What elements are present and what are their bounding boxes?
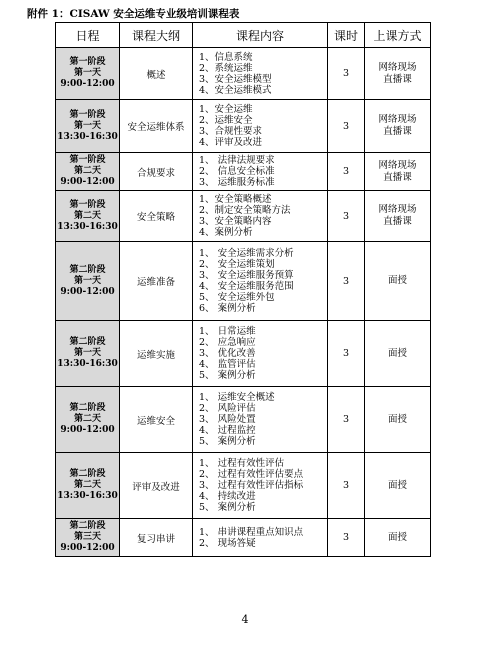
content-cell [193, 48, 328, 100]
content-cell [193, 519, 328, 557]
table-row [56, 48, 431, 100]
content-item: 1、 安全运维需求分析 [199, 248, 294, 259]
hours-cell: 3 [328, 321, 365, 387]
mode-cell [365, 191, 431, 242]
schedule-line: 第二阶段 [69, 403, 106, 413]
content-item: 2、运维安全 [199, 115, 253, 126]
content-item: 4、案例分析 [199, 227, 253, 238]
schedule-line: 13:30-16:30 [57, 359, 118, 369]
schedule-line: 第二阶段 [69, 337, 106, 347]
schedule-cell [56, 387, 120, 453]
mode-cell [365, 153, 431, 191]
content-item: 1、 过程有效性评估 [199, 458, 285, 469]
content-item: 4、评审及改进 [199, 137, 263, 148]
mode-line: 直播课 [383, 126, 412, 137]
hours-cell: 3 [328, 387, 365, 453]
mode-line: 面授 [387, 531, 407, 543]
outline-cell: 评审及改进 [120, 453, 193, 519]
schedule-line: 9:00-12:00 [60, 543, 115, 553]
content-cell [193, 453, 328, 519]
mode-cell [365, 519, 431, 557]
mode-line: 直播课 [383, 216, 412, 227]
content-item: 5、 案例分析 [199, 436, 256, 447]
header-hours: 课时 [328, 23, 365, 48]
content-item: 1、 运维安全概述 [199, 392, 275, 403]
content-item: 3、 安全运维服务预算 [199, 270, 294, 281]
mode-line: 网络现场 [378, 114, 417, 125]
schedule-cell [56, 191, 120, 242]
schedule-line: 第一阶段 [69, 199, 106, 210]
content-cell [193, 242, 328, 321]
header-content: 课程内容 [193, 23, 328, 48]
schedule-cell [56, 519, 120, 557]
content-item: 1、安全策略概述 [199, 194, 272, 205]
table-row [56, 519, 431, 557]
mode-line: 网络现场 [378, 204, 417, 215]
mode-cell [365, 100, 431, 153]
schedule-line: 第二天 [73, 166, 101, 176]
schedule-line: 第三天 [73, 532, 101, 542]
content-item: 4、 安全运维服务范围 [199, 281, 294, 292]
table-row [56, 242, 431, 321]
content-item: 2、 过程有效性评估要点 [199, 469, 304, 480]
schedule-line: 第二阶段 [69, 264, 106, 275]
outline-cell: 合规要求 [120, 153, 193, 191]
hours-cell: 3 [328, 191, 365, 242]
schedule-line: 第二天 [73, 480, 101, 490]
schedule-line: 13:30-16:30 [57, 131, 118, 142]
schedule-line: 9:00-12:00 [60, 79, 115, 89]
content-item: 3、合规性要求 [199, 126, 263, 137]
content-item: 3、 优化改善 [199, 348, 256, 359]
schedule-line: 第二阶段 [69, 521, 106, 531]
mode-cell [365, 321, 431, 387]
content-item: 1、安全运维 [199, 104, 253, 115]
table-row [56, 387, 431, 453]
content-cell [193, 321, 328, 387]
schedule-cell [56, 100, 120, 153]
mode-cell [365, 48, 431, 100]
content-item: 2、 现场答疑 [199, 537, 256, 549]
header-mode: 上课方式 [365, 23, 431, 48]
header-schedule: 日程 [56, 23, 120, 48]
hours-cell: 3 [328, 48, 365, 100]
mode-line: 面授 [387, 413, 407, 425]
schedule-line: 第二天 [73, 414, 101, 424]
content-item: 2、系统运维 [199, 62, 253, 74]
mode-line: 直播课 [383, 73, 412, 85]
schedule-line: 第一天 [73, 348, 101, 358]
content-item: 3、安全策略内容 [199, 216, 272, 227]
table-row [56, 321, 431, 387]
schedule-line: 9:00-12:00 [60, 425, 115, 435]
content-item: 4、 监管评估 [199, 359, 256, 370]
hours-cell: 3 [328, 519, 365, 557]
content-item: 3、 过程有效性评估指标 [199, 480, 304, 491]
schedule-line: 9:00-12:00 [60, 177, 115, 187]
content-item: 6、 案例分析 [199, 303, 256, 314]
hours-cell: 3 [328, 153, 365, 191]
content-item: 5、 安全运维外包 [199, 292, 275, 303]
content-item: 2、 安全运维策划 [199, 259, 275, 270]
content-item: 3、 运维服务标准 [199, 177, 275, 188]
content-item: 4、安全运维模式 [199, 84, 272, 96]
content-item: 2、 应急响应 [199, 337, 256, 348]
schedule-line: 第二阶段 [69, 469, 106, 479]
content-item: 1、信息系统 [199, 51, 253, 63]
outline-cell: 运维准备 [120, 242, 193, 321]
table-row [56, 153, 431, 191]
hours-cell: 3 [328, 453, 365, 519]
content-item: 5、 案例分析 [199, 370, 256, 381]
content-cell [193, 153, 328, 191]
content-item: 1、 串讲课程重点知识点 [199, 526, 304, 538]
outline-cell: 安全策略 [120, 191, 193, 242]
header-outline: 课程大纲 [120, 23, 193, 48]
mode-line: 网络现场 [378, 61, 417, 73]
content-cell [193, 387, 328, 453]
hours-cell: 3 [328, 242, 365, 321]
outline-cell: 复习串讲 [120, 519, 193, 557]
schedule-cell [56, 242, 120, 321]
content-item: 4、 过程监控 [199, 425, 256, 436]
schedule-line: 13:30-16:30 [57, 491, 118, 501]
content-item: 2、 信息安全标准 [199, 166, 275, 177]
content-item: 2、 风险评估 [199, 403, 256, 414]
schedule-line: 第一阶段 [69, 109, 106, 120]
content-item: 1、 法律法规要求 [199, 155, 275, 166]
header-row [56, 23, 431, 48]
mode-line: 网络现场 [378, 159, 417, 171]
schedule-line: 第二天 [73, 210, 101, 221]
outline-cell: 运维安全 [120, 387, 193, 453]
mode-line: 面授 [387, 275, 407, 286]
page-number: 4 [241, 613, 249, 626]
content-cell [193, 191, 328, 242]
table-row [56, 100, 431, 153]
mode-cell [365, 387, 431, 453]
content-cell [193, 100, 328, 153]
outline-cell: 概述 [120, 48, 193, 100]
outline-cell: 运维实施 [120, 321, 193, 387]
content-item: 1、 日常运维 [199, 326, 256, 337]
schedule-cell [56, 48, 120, 100]
content-item: 3、 风险处置 [199, 414, 256, 425]
schedule-line: 13:30-16:30 [57, 221, 118, 232]
content-item: 5、 案例分析 [199, 502, 256, 513]
outline-cell: 安全运维体系 [120, 100, 193, 153]
schedule-line: 9:00-12:00 [60, 286, 115, 297]
mode-cell [365, 242, 431, 321]
mode-line: 面授 [387, 347, 407, 359]
schedule-line: 第一天 [73, 275, 101, 286]
mode-line: 面授 [387, 479, 407, 491]
content-item: 3、安全运维模型 [199, 73, 272, 85]
schedule-line: 第一阶段 [69, 57, 106, 67]
table-row [56, 191, 431, 242]
document-title: 附件 1：CISAW 安全运维专业级培训课程表 [27, 8, 240, 20]
content-item: 4、 持续改进 [199, 491, 256, 502]
schedule-cell [56, 321, 120, 387]
hours-cell: 3 [328, 100, 365, 153]
schedule-cell [56, 153, 120, 191]
schedule-cell [56, 453, 120, 519]
schedule-line: 第一阶段 [69, 155, 106, 165]
table-row [56, 453, 431, 519]
mode-line: 直播课 [383, 171, 412, 183]
content-item: 2、制定安全策略方法 [199, 205, 291, 216]
mode-cell [365, 453, 431, 519]
course-schedule-table [55, 22, 431, 557]
schedule-line: 第一天 [73, 120, 101, 131]
schedule-line: 第一天 [73, 68, 101, 78]
